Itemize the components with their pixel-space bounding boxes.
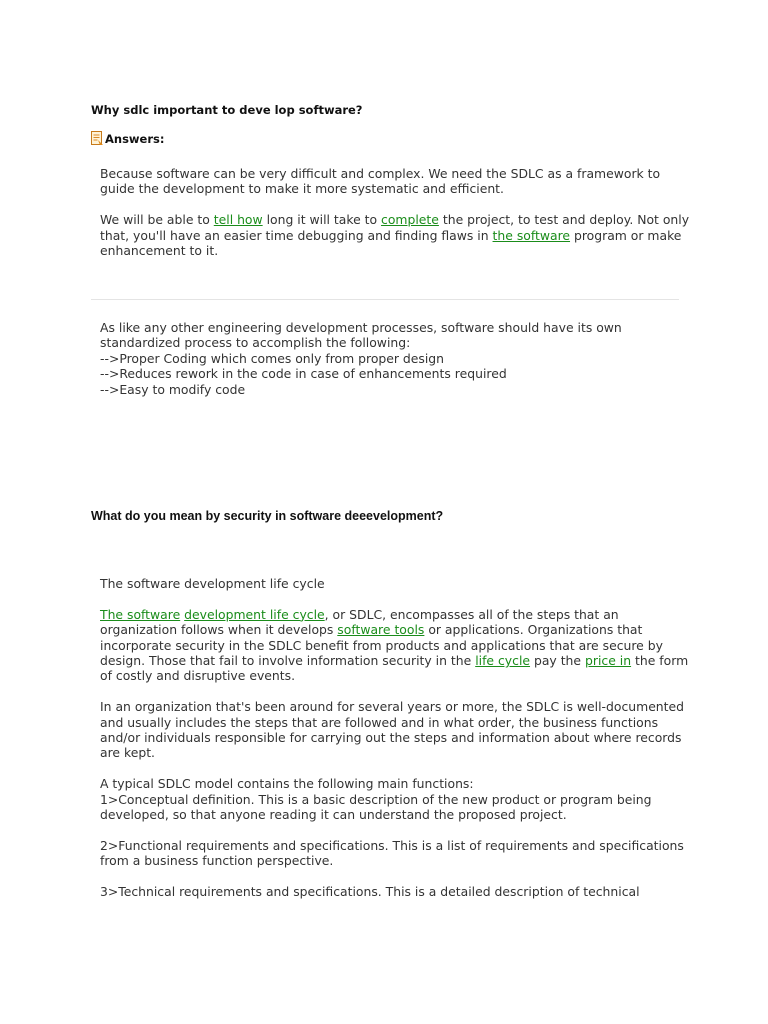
text-segment: pay the: [530, 653, 585, 669]
section-heading: The software development life cycle: [100, 576, 325, 591]
link-tell-how[interactable]: tell how: [213, 212, 263, 228]
link-price-in[interactable]: price in: [584, 653, 632, 669]
answer-2-block: [100, 320, 690, 397]
answer-1-block: [100, 166, 690, 258]
answer-3-paragraph-3-line-2: 1>Conceptual definition. This is a basic description of the new product or program being developed, so that anyone reading it can understand the proposed project.: [100, 791, 652, 823]
question-1-title: Why sdlc important to deve lop software?: [91, 103, 363, 117]
answer-3-paragraph-1: [100, 607, 690, 684]
answer-3-paragraph-4: 2>Functional requirements and specifications. This is a list of requirements and specifications from a business function perspective.: [100, 837, 684, 869]
answer-3-paragraph-3-line-1: A typical SDLC model contains the following main functions:: [100, 776, 474, 792]
link-development-life-cycle[interactable]: development life cycle: [184, 606, 325, 622]
text-segment: program or make enhancement to it.: [100, 227, 682, 259]
link-life-cycle[interactable]: life cycle: [475, 653, 531, 669]
answer-2-line: -->Reduces rework in the code in case of enhancements required: [100, 366, 507, 382]
answers-label: Answers:: [105, 131, 165, 146]
text-segment: We will be able to: [100, 212, 214, 228]
answer-2-line: -->Easy to modify code: [100, 381, 246, 397]
text-segment: or applications. Organizations that incorporate security in the SDLC benefit from products and applications that are secure by design. Those that fail to involve information security in the: [100, 622, 663, 669]
link-software-tools[interactable]: software tools: [337, 622, 425, 638]
answer-2-line: As like any other engineering development processes, software should have its own: [100, 320, 622, 335]
answer-3-paragraph-2: In an organization that's been around for several years or more, the SDLC is well-documented and usually includes the steps that are followed and in what order, the business functions and/or individuals responsible for carrying out the steps and information about where records are kept.: [100, 699, 685, 761]
answer-2-line: standardized process to accomplish the following:: [100, 335, 411, 351]
text-segment: the form of costly and disruptive events.: [100, 653, 689, 684]
link-the-software[interactable]: the software: [492, 227, 571, 243]
answer-3-paragraph-5: 3>Technical requirements and specifications. This is a detailed description of technical: [100, 884, 640, 900]
text-segment: long it will take to: [262, 212, 382, 228]
divider: [91, 299, 679, 300]
link-the-software-2[interactable]: The software: [100, 606, 181, 622]
text-segment: , or SDLC, encompasses all of the steps that an organization follows when it develops: [100, 606, 619, 638]
question-2-title: What do you mean by security in software deeevelopment?: [91, 509, 444, 523]
answers-document-icon: [91, 131, 104, 146]
answer-2-line: -->Proper Coding which comes only from proper design: [100, 350, 445, 366]
answer-1-paragraph-1: Because software can be very difficult and complex. We need the SDLC as a framework to guide the development to make it more systematic and efficient.: [100, 166, 661, 197]
answer-1-paragraph-2: [100, 212, 690, 258]
text-segment: the project, to test and deploy. Not only that, you'll have an easier time debugging and finding flaws in: [100, 212, 690, 243]
answer-3-block: [100, 576, 690, 899]
answers-header: [91, 131, 164, 146]
link-complete[interactable]: complete: [381, 212, 439, 228]
